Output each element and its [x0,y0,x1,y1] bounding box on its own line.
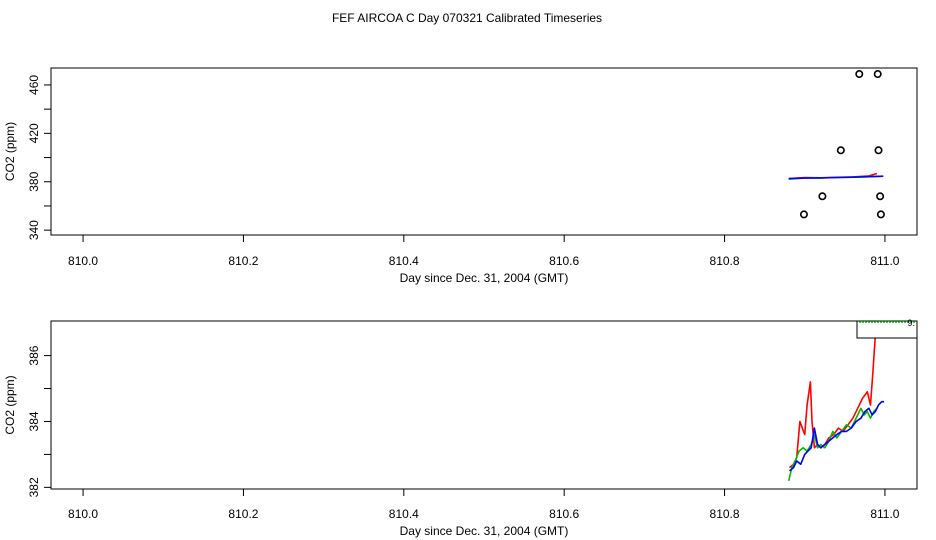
y-tick-label-2-0: 382 [27,477,41,498]
page-title: FEF AIRCOA C Day 070321 Calibrated Timeseries [331,11,603,25]
y-tick-label-2-4: 386 [27,345,41,366]
y-axis-label-1: CO2 (ppm) [3,121,17,182]
plot-frame-2 [51,321,917,489]
x-tick-label-2-4: 810.8 [709,507,740,521]
x-tick-label-2-0: 810.0 [68,507,99,521]
x-tick-label-2-5: 811.0 [870,507,900,521]
y-tick-label-1-0: 340 [27,220,41,241]
x-tick-label-1-1: 810.2 [228,254,259,268]
data-point-1-1 [819,193,825,199]
plot-frame-1 [51,68,917,235]
x-tick-label-2-2: 810.4 [388,507,419,521]
legend-label: 9. [907,318,915,328]
x-axis-label-2: Day since Dec. 31, 2004 (GMT) [399,524,569,538]
x-tick-label-2-1: 810.2 [228,507,259,521]
series-line-2-green [789,408,877,481]
x-tick-label-1-0: 810.0 [68,254,99,268]
data-point-1-0 [801,211,807,217]
x-tick-label-2-3: 810.6 [549,507,580,521]
y-tick-label-2-2: 384 [27,411,41,432]
y-tick-label-1-6: 460 [27,74,41,95]
x-axis-label-1: Day since Dec. 31, 2004 (GMT) [399,271,569,285]
y-tick-label-1-4: 420 [27,123,41,144]
y-tick-label-1-2: 380 [27,171,41,192]
series-line-2-red [790,326,877,468]
data-point-1-5 [875,147,881,153]
data-point-1-4 [875,71,881,77]
x-tick-label-1-5: 811.0 [870,254,900,268]
data-point-1-7 [878,211,884,217]
data-point-1-2 [838,147,844,153]
x-tick-label-1-4: 810.8 [709,254,740,268]
x-tick-label-1-3: 810.6 [549,254,580,268]
x-tick-label-1-2: 810.4 [388,254,419,268]
y-axis-label-2: CO2 (ppm) [3,375,17,435]
data-point-1-6 [877,193,883,199]
data-point-1-3 [856,71,862,77]
series-line-2-blue [790,402,885,471]
